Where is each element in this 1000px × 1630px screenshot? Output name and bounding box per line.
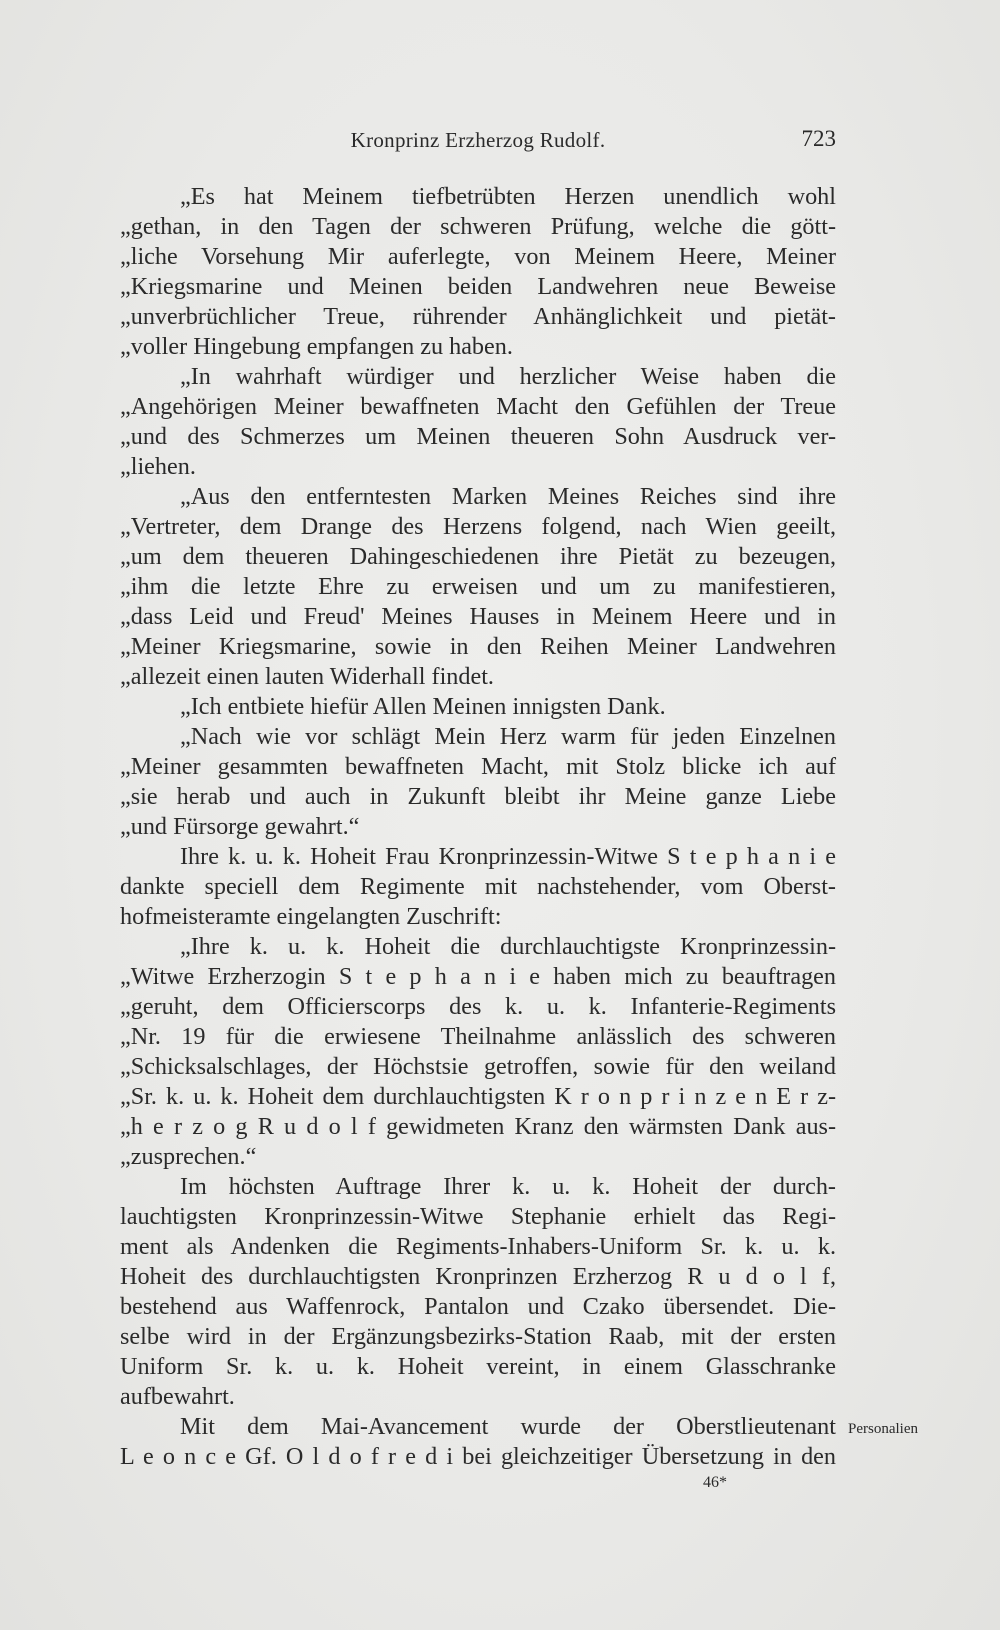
- text-line: dankte speciell dem Regimente mit nachstehender, vom Oberst-: [120, 873, 836, 900]
- text-line: „gethan, in den Tagen der schweren Prüfung, welche die gött-: [120, 213, 836, 240]
- text-line: „und des Schmerzes um Meinen theueren Sohn Ausdruck ver-: [120, 423, 836, 450]
- text-line: „Meiner Kriegsmarine, sowie in den Reihen Meiner Landwehren: [120, 633, 836, 660]
- text-line: lauchtigsten Kronprinzessin-Witwe Stephanie erhielt das Regi-: [120, 1203, 836, 1230]
- text-line: „Ich entbiete hiefür Allen Meinen innigsten Dank.: [180, 693, 666, 720]
- text-line: „Nr. 19 für die erwiesene Theilnahme anlässlich des schweren: [120, 1023, 836, 1050]
- text-line: „liche Vorsehung Mir auferlegte, von Meinem Heere, Meiner: [120, 243, 836, 270]
- text-line: L e o n c e Gf. O l d o f r e d i bei gleichzeitiger Übersetzung in den: [120, 1443, 836, 1470]
- text-line: selbe wird in der Ergänzungsbezirks-Station Raab, mit der ersten: [120, 1323, 836, 1350]
- text-line: „Witwe Erzherzogin S t e p h a n i e haben mich zu beauftragen: [120, 963, 836, 990]
- text-line: „liehen.: [120, 453, 196, 480]
- text-line: Ihre k. u. k. Hoheit Frau Kronprinzessin-Witwe S t e p h a n i e: [180, 843, 836, 870]
- text-line: „Nach wie vor schlägt Mein Herz warm für jeden Einzelnen: [180, 723, 836, 750]
- text-line: „zusprechen.“: [120, 1143, 257, 1170]
- text-line: „um dem theueren Dahingeschiedenen ihre Pietät zu bezeugen,: [120, 543, 836, 570]
- text-line: „h e r z o g R u d o l f gewidmeten Kranz den wärmsten Dank aus-: [120, 1113, 836, 1140]
- text-line: „In wahrhaft würdiger und herzlicher Weise haben die: [180, 363, 836, 390]
- text-line: „dass Leid und Freud' Meines Hauses in Meinem Heere und in: [120, 603, 836, 630]
- text-line: „Meiner gesammten bewaffneten Macht, mit Stolz blicke ich auf: [120, 753, 836, 780]
- text-line: Hoheit des durchlauchtigsten Kronprinzen Erzherzog R u d o l f,: [120, 1263, 836, 1290]
- text-line: „voller Hingebung empfangen zu haben.: [120, 333, 513, 360]
- text-line: „Ihre k. u. k. Hoheit die durchlauchtigste Kronprinzessin-: [180, 933, 836, 960]
- text-line: hofmeisteramte eingelangten Zuschrift:: [120, 903, 502, 930]
- text-line: „sie herab und auch in Zukunft bleibt ihr Meine ganze Liebe: [120, 783, 836, 810]
- text-line: „ihm die letzte Ehre zu erweisen und um zu manifestieren,: [120, 573, 836, 600]
- text-line: Mit dem Mai-Avancement wurde der Oberstlieutenant: [180, 1413, 836, 1440]
- signature-mark: 46*: [703, 1474, 727, 1491]
- text-line: „Aus den entferntesten Marken Meines Reiches sind ihre: [180, 483, 836, 510]
- text-line: „allezeit einen lauten Widerhall findet.: [120, 663, 494, 690]
- text-line: „Schicksalschlages, der Höchstsie getroffen, sowie für den weiland: [120, 1053, 836, 1080]
- running-title: Kronprinz Erzherzog Rudolf.: [350, 128, 606, 152]
- text-line: „Sr. k. u. k. Hoheit dem durchlauchtigsten K r o n p r i n z e n E r z-: [120, 1083, 836, 1110]
- text-line: „Es hat Meinem tiefbetrübten Herzen unendlich wohl: [180, 183, 836, 210]
- text-line: Im höchsten Auftrage Ihrer k. u. k. Hoheit der durch-: [180, 1173, 836, 1200]
- page-number: 723: [801, 126, 836, 151]
- text-line: „Angehörigen Meiner bewaffneten Macht den Gefühlen der Treue: [120, 393, 836, 420]
- text-line: „geruht, dem Officierscorps des k. u. k. Infanterie-Regiments: [120, 993, 836, 1020]
- text-line: bestehend aus Waffenrock, Pantalon und Czako übersendet. Die-: [120, 1293, 836, 1320]
- text-line: ment als Andenken die Regiments-Inhabers-Uniform Sr. k. u. k.: [120, 1233, 836, 1260]
- text-line: „Vertreter, dem Drange des Herzens folgend, nach Wien geeilt,: [120, 513, 836, 540]
- text-line: „und Fürsorge gewahrt.“: [120, 813, 360, 840]
- margin-note: Personalien: [848, 1421, 918, 1437]
- text-line: „Kriegsmarine und Meinen beiden Landwehren neue Beweise: [120, 273, 836, 300]
- body-text: [120, 182, 836, 1472]
- text-line: aufbewahrt.: [120, 1383, 235, 1410]
- text-line: Uniform Sr. k. u. k. Hoheit vereint, in einem Glasschranke: [120, 1353, 836, 1380]
- page-header: [120, 122, 836, 162]
- text-line: „unverbrüchlicher Treue, rührender Anhänglichkeit und pietät-: [120, 303, 836, 330]
